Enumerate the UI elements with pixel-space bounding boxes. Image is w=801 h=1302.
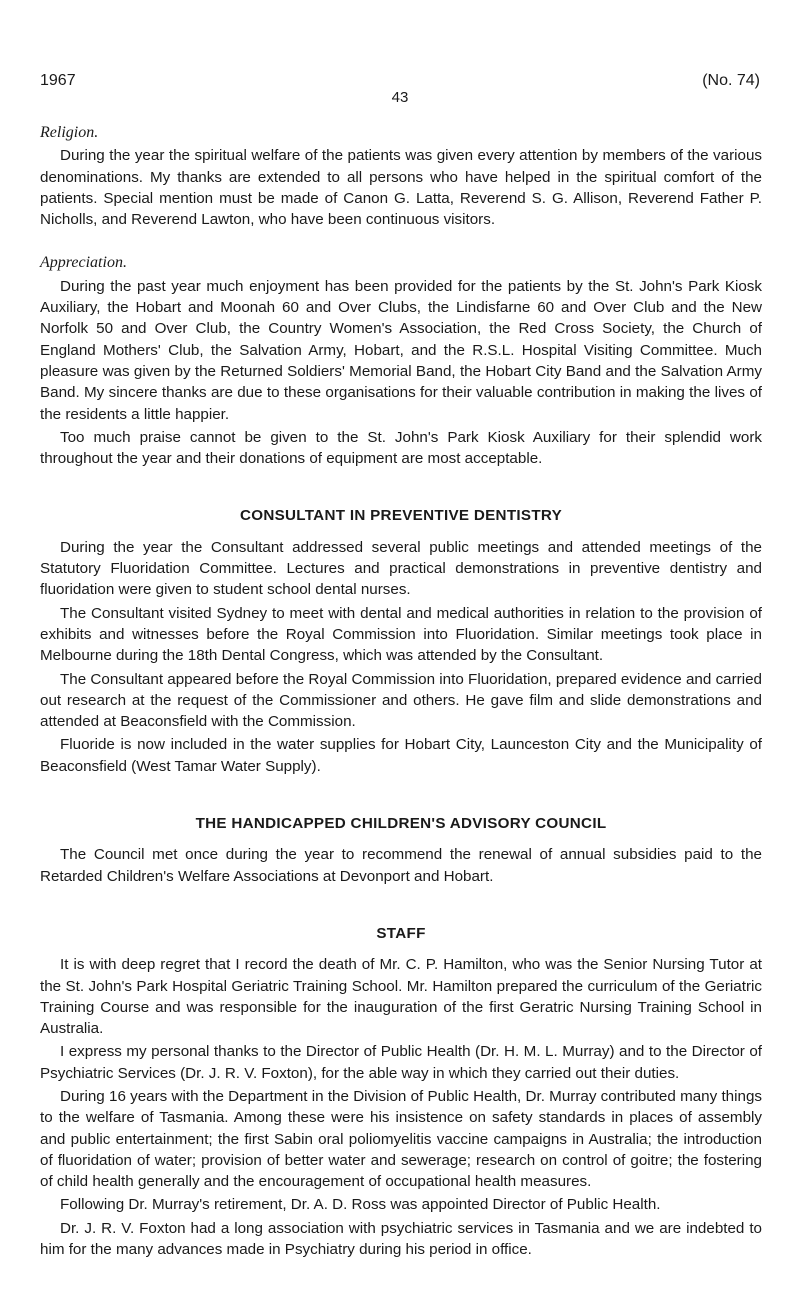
staff-paragraph: I express my personal thanks to the Director of Public Health (Dr. H. M. L. Murray) and to the Director of Psychiatric Services (Dr. J. R. V. Foxton), for the able way in which they carried out their duties. bbox=[40, 1043, 762, 1082]
dentistry-paragraph: The Consultant visited Sydney to meet with dental and medical authorities in relation to the provision of exhibits and witnesses before the Royal Commission into Fluoridation. Similar meetings took place in Melbourne during the 18th Dental Congress, which was attended by the Consultant. bbox=[40, 604, 762, 665]
dentistry-paragraph: The Consultant appeared before the Royal Commission into Fluoridation, prepared evidence and carried out research at the request of the Commissioner and others. He gave film and slide demonstrations and attended at Beaconsfield with the Commission. bbox=[40, 670, 762, 731]
staff-paragraph: Dr. J. R. V. Foxton had a long association with psychiatric services in Tasmania and we are indebted to him for the many advances made in Psychiatry during his period in office. bbox=[40, 1219, 762, 1259]
appreciation-heading: Appreciation. bbox=[40, 254, 127, 272]
dentistry-paragraph: During the year the Consultant addressed several public meetings and attended meetings of the Statutory Fluoridation Committee. Lectures and practical demonstrations in preventive dentistry and fluoridation were given to student school dental nurses. bbox=[40, 538, 762, 599]
staff-paragraph: During 16 years with the Department in the Division of Public Health, Dr. Murray contributed many things to the welfare of Tasmania. Among these were his insistence on safety standards in places of assembly and public entertainment; the first Sabin oral poliomyelitis vaccine campaigns in Australia; the introduction of fluoridation of water; provision of better water and sewerage; research on control of goitre; the fostering of child health generally and the encouragement of occupational health measures. bbox=[40, 1087, 762, 1191]
header-year: 1967 bbox=[40, 72, 76, 89]
appreciation-paragraph: During the past year much enjoyment has been provided for the patients by the St. John's Park Kiosk Auxiliary, the Hobart and Moonah 60 and Over Clubs, the Lindisfarne 60 and Over Club and the New Norfolk 50 and Over Club, the Country Women's Association, the Red Cross Society, the Church of England Mothers' Club, the Salvation Army, Hobart, and the R.S.L. Hospital Visiting Committee. Much pleasure was given by the Returned Soldiers' Memorial Band, the Hobart City Band and the Salvation Army Band. My sincere thanks are due to these organisations for their valuable contribution in making the lives of the residents a little happier. bbox=[40, 277, 762, 423]
religion-heading: Religion. bbox=[40, 124, 99, 141]
dentistry-paragraph: Fluoride is now included in the water supplies for Hobart City, Launceston City and the Municipality of Beaconsfield (West Tamar Water Supply). bbox=[40, 736, 762, 775]
handicapped-heading: THE HANDICAPPED CHILDREN'S ADVISORY COUNCIL bbox=[195, 815, 607, 833]
header-doc-number: (No. 74) bbox=[702, 72, 760, 89]
document-body bbox=[40, 122, 762, 1262]
page-header bbox=[40, 72, 760, 112]
religion-paragraph: During the year the spiritual welfare of the patients was given every attention by members of the various denominations. My thanks are extended to all persons who have helped in the spiritual comfort of the patients. Special mention must be made of Canon G. Latta, Reverend S. G. Allison, Reverend Father P. Nicholls, and Reverend Lawton, who have been continuous visitors. bbox=[40, 147, 762, 229]
dentistry-heading: CONSULTANT IN PREVENTIVE DENTISTRY bbox=[239, 507, 563, 525]
appreciation-paragraph: Too much praise cannot be given to the St. John's Park Kiosk Auxiliary for their splendid work throughout the year and their donations of equipment are most acceptable. bbox=[40, 428, 762, 468]
handicapped-paragraph: The Council met once during the year to recommend the renewal of annual subsidies paid to the Retarded Children's Welfare Associations at Devonport and Hobart. bbox=[40, 846, 762, 885]
staff-heading: STAFF bbox=[376, 924, 426, 942]
page-number: 43 bbox=[391, 89, 409, 106]
staff-paragraph: Following Dr. Murray's retirement, Dr. A. D. Ross was appointed Director of Public Health. bbox=[60, 1196, 661, 1214]
staff-paragraph: It is with deep regret that I record the death of Mr. C. P. Hamilton, who was the Senior Nursing Tutor at the St. John's Park Hospital Geriatric Training School. Mr. Hamilton prepared the curriculum of the Geriatric Training Course and was responsible for the inauguration of the first Geratric Nursing Training School in Australia. bbox=[40, 956, 762, 1038]
